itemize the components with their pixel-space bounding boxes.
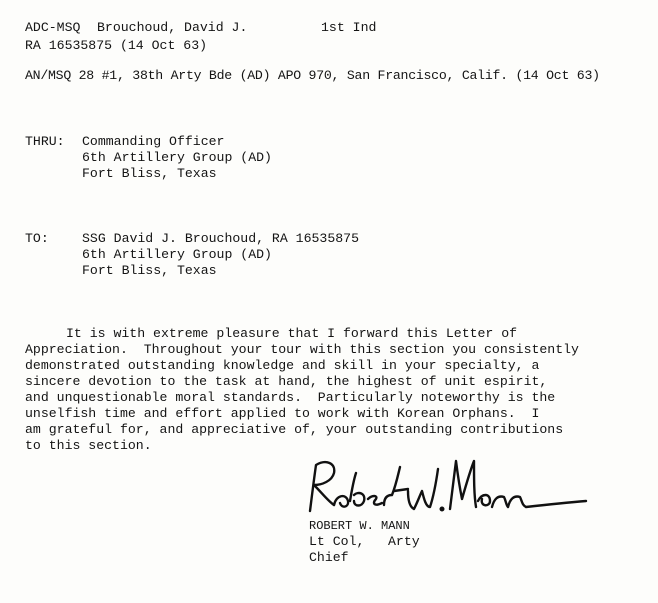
body-line-4: sincere devotion to the task at hand, the highest of unit espirit, bbox=[25, 374, 548, 389]
header-ref: ADC-MSQ bbox=[25, 20, 81, 35]
thru-line-3: Fort Bliss, Texas bbox=[82, 166, 217, 181]
signer-name: ROBERT W. MANN bbox=[309, 519, 410, 533]
thru-line-2: 6th Artillery Group (AD) bbox=[82, 150, 272, 165]
to-label: TO: bbox=[25, 231, 49, 246]
body-line-6: unselfish time and effort applied to work with Korean Orphans. I bbox=[25, 406, 540, 421]
body-line-7: am grateful for, and appreciative of, your outstanding contributions bbox=[25, 422, 564, 437]
header-indorsement: 1st Ind bbox=[321, 20, 377, 35]
header-serial-date: RA 16535875 (14 Oct 63) bbox=[25, 38, 208, 53]
to-line-3: Fort Bliss, Texas bbox=[82, 263, 217, 278]
body-line-1: It is with extreme pleasure that I forward this Letter of bbox=[66, 326, 518, 341]
signer-title: Chief bbox=[309, 550, 349, 565]
handwritten-signature bbox=[296, 455, 596, 525]
signer-rank: Lt Col, bbox=[309, 534, 365, 549]
thru-label: THRU: bbox=[25, 134, 65, 149]
body-line-5: and unquestionable moral standards. Particularly noteworthy is the bbox=[25, 390, 556, 405]
thru-line-1: Commanding Officer bbox=[82, 134, 225, 149]
to-line-1: SSG David J. Brouchoud, RA 16535875 bbox=[82, 231, 359, 246]
body-line-3: demonstrated outstanding knowledge and skill in your specialty, a bbox=[25, 358, 540, 373]
to-line-2: 6th Artillery Group (AD) bbox=[82, 247, 272, 262]
header-name: Brouchoud, David J. bbox=[97, 20, 248, 35]
header-unit-address: AN/MSQ 28 #1, 38th Arty Bde (AD) APO 970, San Francisco, Calif. (14 Oct 63) bbox=[25, 68, 600, 83]
body-line-8: to this section. bbox=[25, 438, 152, 453]
body-line-2: Appreciation. Throughout your tour with this section you consistently bbox=[25, 342, 579, 357]
signer-branch: Arty bbox=[388, 534, 420, 549]
